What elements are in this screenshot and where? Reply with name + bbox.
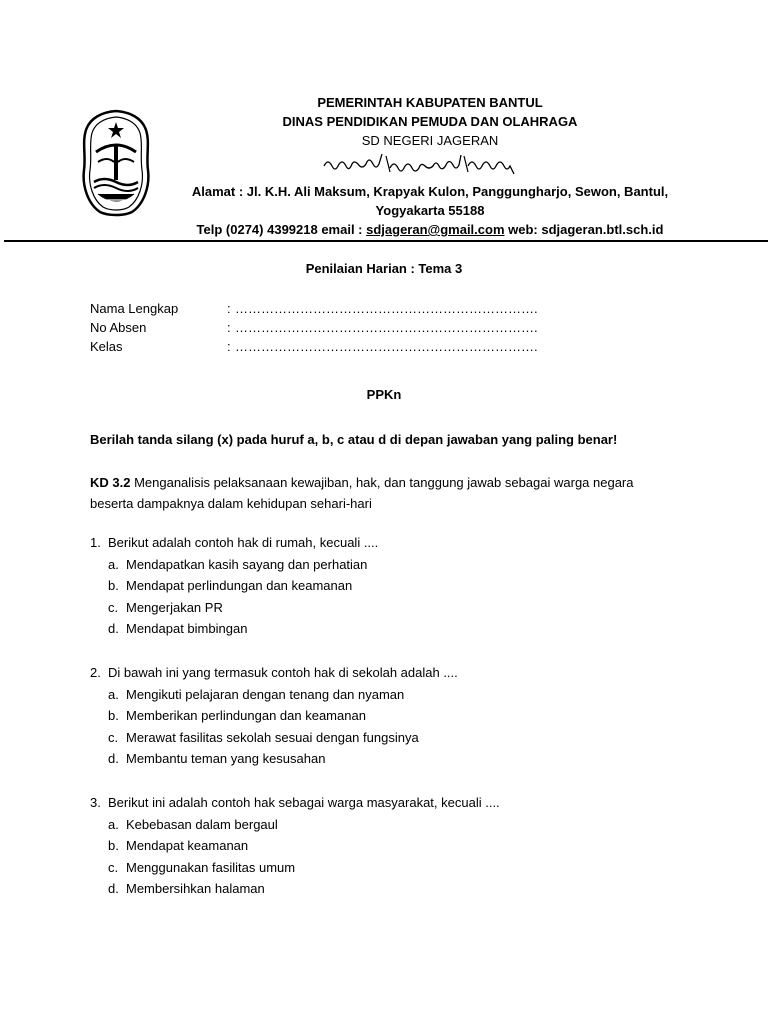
kelas-blank[interactable]: ……………………………………………………………. (235, 339, 538, 354)
instruction-text: Berilah tanda silang (x) pada huruf a, b, c atau d di depan jawaban yang paling benar! (90, 432, 618, 447)
kd-code: KD 3.2 (90, 475, 131, 490)
option-c[interactable] (90, 597, 690, 619)
letterhead-divider (4, 240, 768, 242)
website-text: web: sdjageran.btl.sch.id (504, 222, 664, 237)
option-letter: d. (108, 751, 119, 766)
option-letter: a. (108, 816, 119, 832)
option-letter: c. (108, 859, 119, 875)
option-letter: b. (108, 578, 119, 593)
field-colon: : (227, 301, 231, 316)
field-row-kelas (90, 337, 538, 356)
address-line-2: Yogyakarta 55188 (375, 203, 485, 218)
option-letter: a. (108, 556, 119, 572)
field-row-name (90, 299, 538, 318)
option-text: Mengikuti pelajaran dengan tenang dan nyaman (126, 686, 405, 702)
bantul-coat-of-arms-icon (80, 108, 152, 218)
option-b[interactable] (90, 575, 690, 597)
school-name: SD NEGERI JAGERAN (361, 133, 499, 148)
subject-heading: PPKn (366, 387, 402, 402)
option-d[interactable] (90, 618, 690, 640)
question-2 (90, 662, 690, 770)
option-d[interactable] (90, 748, 690, 770)
question-text: Berikut ini adalah contoh hak sebagai warga masyarakat, kecuali .... (108, 795, 500, 810)
option-letter: c. (108, 729, 119, 745)
field-label: No Absen (90, 320, 147, 335)
option-a[interactable] (90, 684, 690, 706)
option-text: Memberikan perlindungan dan keamanan (126, 708, 366, 723)
option-letter: a. (108, 686, 119, 702)
option-text: Mendapatkan kasih sayang dan perhatian (126, 556, 368, 572)
option-text: Menggunakan fasilitas umum (126, 859, 296, 875)
option-b[interactable] (90, 705, 690, 727)
javanese-script-school-name (320, 152, 530, 176)
department-name: DINAS PENDIDIKAN PEMUDA DAN OLAHRAGA (282, 114, 578, 129)
assessment-title: Penilaian Harian : Tema 3 (305, 261, 463, 276)
question-text: Berikut adalah contoh hak di rumah, kecuali .... (108, 535, 379, 550)
option-letter: d. (108, 621, 119, 636)
field-colon: : (227, 320, 231, 335)
option-text: Mendapat perlindungan dan keamanan (126, 578, 353, 593)
government-name: PEMERINTAH KABUPATEN BANTUL (317, 95, 543, 110)
question-1 (90, 532, 690, 640)
option-d[interactable] (90, 878, 690, 900)
field-row-absen (90, 318, 538, 337)
option-text: Mendapat keamanan (126, 838, 249, 853)
option-letter: b. (108, 838, 119, 853)
contact-line (180, 220, 680, 239)
option-letter: b. (108, 708, 119, 723)
email-link[interactable]: sdjageran@gmail.com (366, 222, 505, 237)
option-text: Kebebasan dalam bergaul (126, 816, 278, 832)
option-text: Merawat fasilitas sekolah sesuai dengan fungsinya (126, 729, 419, 745)
field-label: Nama Lengkap (90, 301, 179, 316)
option-text: Mengerjakan PR (126, 599, 223, 615)
option-text: Membantu teman yang kesusahan (126, 751, 326, 766)
question-number: 1. (90, 535, 101, 550)
kd-statement (90, 472, 680, 514)
question-number: 2. (90, 665, 101, 680)
option-b[interactable] (90, 835, 690, 857)
option-text: Mendapat bimbingan (126, 621, 248, 636)
absen-blank[interactable]: ……………………………………………………………. (235, 320, 538, 335)
option-c[interactable] (90, 727, 690, 749)
option-a[interactable] (90, 814, 690, 836)
question-text: Di bawah ini yang termasuk contoh hak di sekolah adalah .... (108, 665, 458, 680)
field-colon: : (227, 339, 231, 354)
option-text: Membersihkan halaman (126, 881, 265, 896)
name-blank[interactable]: ……………………………………………………………. (235, 301, 538, 316)
option-letter: c. (108, 599, 119, 615)
field-label: Kelas (90, 339, 123, 354)
option-a[interactable] (90, 554, 690, 576)
kd-text: Menganalisis pelaksanaan kewajiban, hak, dan tanggung jawab sebagai warga negara beserta dampaknya dalam kehidupan sehari-hari (90, 475, 634, 511)
option-c[interactable] (90, 857, 690, 879)
question-3 (90, 792, 690, 900)
option-letter: d. (108, 881, 119, 896)
address-line-1: Alamat : Jl. K.H. Ali Maksum, Krapyak Kulon, Panggungharjo, Sewon, Bantul, (191, 184, 669, 199)
contact-phone-label: Telp (0274) 4399218 email : (196, 222, 367, 237)
question-number: 3. (90, 795, 101, 810)
